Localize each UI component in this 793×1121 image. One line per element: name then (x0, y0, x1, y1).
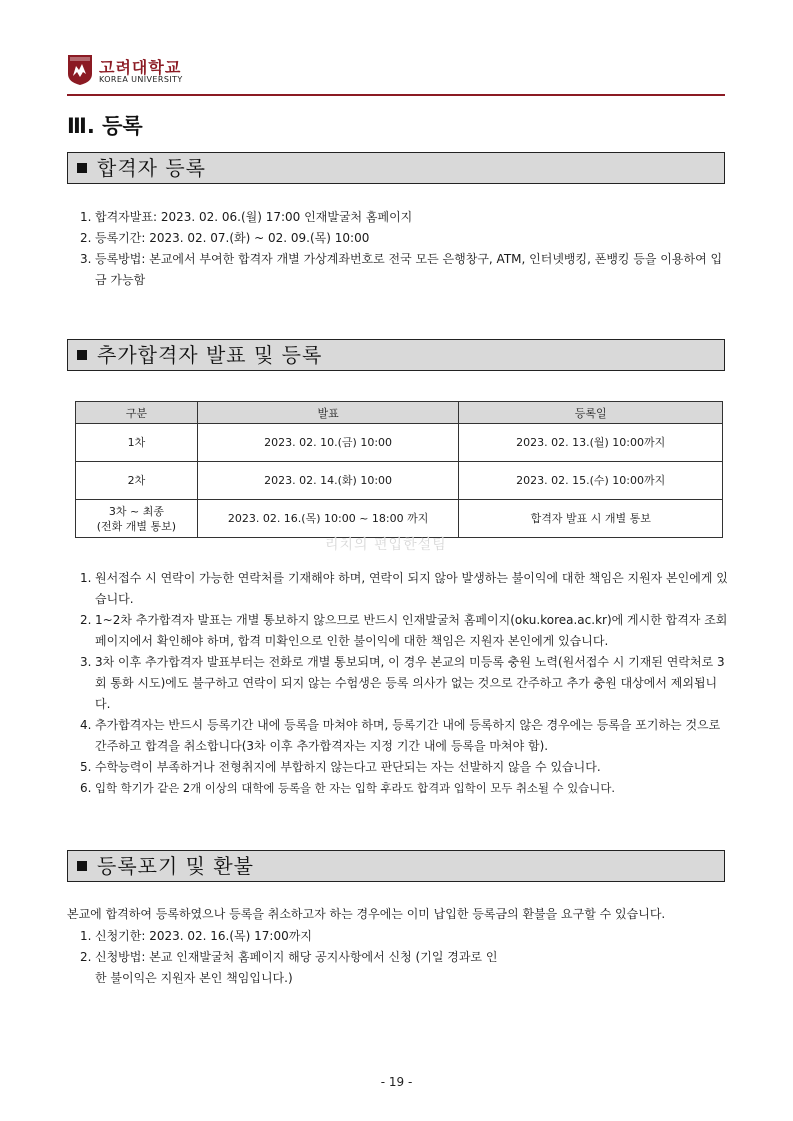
refund-intro: 본교에 합격하여 등록하였으나 등록을 취소하고자 하는 경우에는 이미 납입한 등록금의 환불을 요구할 수 있습니다. (67, 907, 666, 921)
table-header-cell: 등록일 (459, 402, 723, 424)
table-row (76, 424, 723, 462)
list-item: 1. 신청기한: 2023. 02. 16.(목) 17:00까지 (80, 929, 312, 943)
table-header-cell: 발표 (197, 402, 459, 424)
university-name-english: KOREA UNIVERSITY (99, 75, 183, 84)
table-cell: 2023. 02. 14.(화) 10:00 (197, 462, 459, 500)
list-item: 2. 신청방법: 본교 인재발굴처 홈페이지 해당 공지사항에서 신청 (기일 경과로 인한 불이익은 지원자 본인 책임입니다.) (80, 950, 498, 985)
list-item: 4. 추가합격자는 반드시 등록기간 내에 등록을 마쳐야 하며, 등록기간 내에 등록하지 않은 경우에는 등록을 포기하는 것으로 간주하고 합격을 취소합니다(3차 이후 추가합격자는 지정 기간 내에 등록을 마쳐야 함). (80, 718, 721, 753)
page-number: - 19 - (380, 1075, 413, 1089)
list-item: 2. 1~2차 추가합격자 발표는 개별 통보하지 않으므로 반드시 인재발굴처 홈페이지(oku.korea.ac.kr)에 게시한 합격자 조회 페이지에서 확인해야 하며, 합격 미확인으로 인한 불이익에 대한 책임은 지원자 본인에게 있습니다. (80, 613, 728, 648)
table-cell: 합격자 발표 시 개별 통보 (459, 500, 723, 538)
list-item: 1. 합격자발표: 2023. 02. 06.(월) 17:00 인재발굴처 홈페이지 (80, 210, 413, 224)
square-bullet-icon (77, 163, 87, 173)
table-cell: 3차 ~ 최종 (전화 개별 통보) (76, 500, 198, 538)
page-header (67, 52, 725, 96)
korea-university-crest-icon (67, 54, 93, 86)
table-cell: 1차 (76, 424, 198, 462)
section-header-registration (67, 152, 725, 184)
refund-list (80, 926, 500, 989)
table-cell: 2차 (76, 462, 198, 500)
list-item: 2. 등록기간: 2023. 02. 07.(화) ~ 02. 09.(목) 10:00 (80, 231, 370, 245)
list-item: 3. 등록방법: 본교에서 부여한 합격자 개별 가상계좌번호로 전국 모든 은행창구, ATM, 인터넷뱅킹, 폰뱅킹 등을 이용하여 입금 가능함 (80, 252, 723, 287)
table-row (76, 462, 723, 500)
list-item: 5. 수학능력이 부족하거나 전형취지에 부합하지 않는다고 판단되는 자는 선발하지 않을 수 있습니다. (80, 760, 601, 774)
section-title: 등록포기 및 환불 (97, 854, 254, 878)
table-cell: 2023. 02. 15.(수) 10:00까지 (459, 462, 723, 500)
table-header-row (76, 402, 723, 424)
table-cell: 2023. 02. 16.(목) 10:00 ~ 18:00 까지 (197, 500, 459, 538)
list-item: 3. 3차 이후 추가합격자 발표부터는 전화로 개별 통보되며, 이 경우 본교의 미등록 충원 노력(원서접수 시 기재된 연락처로 3회 통화 시도)에도 불구하고 연락이 되지 않는 수험생은 등록 의사가 없는 것으로 간주하고 추가 충원 대상에서 제외됩니다. (80, 655, 725, 711)
additional-admission-table (75, 401, 723, 538)
square-bullet-icon (77, 861, 87, 871)
section-header-additional (67, 339, 725, 371)
chapter-title: Ⅲ. 등록 (67, 114, 143, 138)
section-title: 합격자 등록 (97, 156, 206, 180)
table-row (76, 500, 723, 538)
list-item: 6. 입학 학기가 같은 2개 이상의 대학에 등록을 한 자는 입학 후라도 합격과 입학이 모두 취소될 수 있습니다. (80, 781, 615, 795)
watermark: 리치의 편입한설팀 (325, 537, 447, 553)
list-item: 1. 원서접수 시 연락이 가능한 연락처를 기재해야 하며, 연락이 되지 않아 발생하는 불이익에 대한 책임은 지원자 본인에게 있습니다. (80, 571, 728, 606)
table-header-cell: 구분 (76, 402, 198, 424)
section-title: 추가합격자 발표 및 등록 (97, 343, 323, 367)
university-name-korean: 고려대학교 (99, 58, 182, 77)
table-cell: 2023. 02. 13.(월) 10:00까지 (459, 424, 723, 462)
registration-list (80, 207, 726, 291)
table-cell: 2023. 02. 10.(금) 10:00 (197, 424, 459, 462)
section-header-refund (67, 850, 725, 882)
square-bullet-icon (77, 350, 87, 360)
additional-notes-list (80, 568, 728, 799)
